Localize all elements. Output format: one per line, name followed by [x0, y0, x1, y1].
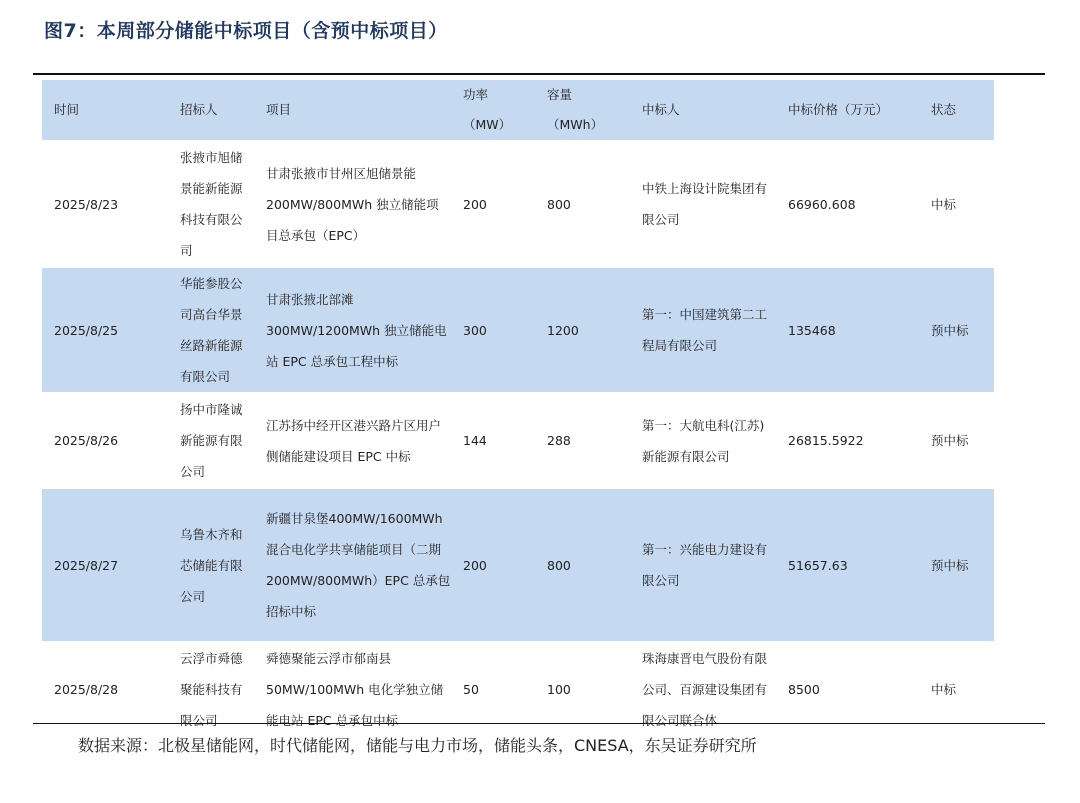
cell-status: 预中标: [931, 557, 969, 573]
cell-bidder: 云浮市舜德聚能科技有限公司: [180, 651, 243, 728]
cell-capacity: 800: [547, 196, 571, 212]
cell-price: 26815.5922: [788, 433, 864, 448]
table-bottom-rule: [33, 723, 1045, 724]
cell-time: 2025/8/25: [54, 322, 119, 338]
cell-power: 50: [463, 682, 479, 697]
cell-power: 144: [463, 433, 487, 448]
table-header-row: [42, 80, 994, 140]
cell-status: 预中标: [931, 322, 969, 338]
header-project: 项目: [266, 102, 292, 117]
cell-capacity: 288: [547, 433, 571, 448]
cell-winner: 第一：兴能电力建设有限公司: [642, 542, 768, 588]
cell-capacity: 1200: [547, 322, 579, 338]
cell-capacity: 800: [547, 557, 571, 573]
header-power-line1: 功率: [463, 87, 489, 102]
cell-bidder: 张掖市旭储景能新能源科技有限公司: [180, 150, 243, 258]
bid-table: [42, 78, 994, 738]
table-row: [42, 394, 994, 487]
header-winner: 中标人: [642, 102, 680, 117]
data-source-note: 数据来源：北极星储能网，时代储能网，储能与电力市场，储能头条，CNESA，东吴证券研究所: [78, 736, 757, 755]
cell-price: 66960.608: [788, 196, 856, 212]
header-bidder: 招标人: [180, 102, 218, 117]
cell-bidder: 华能参股公司高台华景丝路新能源有限公司: [180, 276, 243, 384]
table-row: [42, 142, 994, 266]
cell-bidder: 乌鲁木齐和芯储能有限公司: [180, 526, 243, 604]
cell-power: 200: [463, 196, 487, 212]
header-capacity-line1: 容量: [547, 87, 573, 102]
header-time: 时间: [54, 102, 80, 117]
header-capacity: [535, 80, 630, 140]
header-status: 状态: [931, 102, 957, 117]
cell-price: 51657.63: [788, 557, 848, 573]
cell-time: 2025/8/26: [54, 433, 119, 448]
cell-power: 200: [463, 557, 487, 573]
cell-price: 8500: [788, 682, 820, 697]
cell-project: 江苏扬中经开区港兴路片区用户侧储能建设项目 EPC 中标: [266, 417, 442, 464]
cell-project: 甘肃张掖市甘州区旭储景能200MW/800MWh 独立储能项目总承包（EPC）: [266, 165, 439, 243]
table-row: [42, 268, 994, 392]
cell-winner: 珠海康晋电气股份有限公司、百源建设集团有限公司联合体: [642, 651, 768, 728]
cell-time: 2025/8/28: [54, 682, 119, 697]
figure-title: 图7：本周部分储能中标项目（含预中标项目）: [44, 20, 448, 42]
cell-time: 2025/8/23: [54, 196, 119, 212]
table-top-rule: [33, 73, 1045, 75]
cell-status: 中标: [931, 196, 957, 212]
cell-capacity: 100: [547, 682, 571, 697]
header-power-line2: （MW）: [463, 117, 512, 132]
cell-status: 预中标: [931, 433, 969, 448]
cell-power: 300: [463, 322, 487, 338]
cell-time: 2025/8/27: [54, 557, 119, 573]
cell-winner: 第一：中国建筑第二工程局有限公司: [642, 307, 768, 353]
cell-price: 135468: [788, 322, 836, 338]
cell-bidder: 扬中市隆诚新能源有限公司: [180, 402, 243, 479]
cell-winner: 中铁上海设计院集团有限公司: [642, 181, 768, 227]
cell-project: 舜德聚能云浮市郁南县50MW/100MWh 电化学独立储能电站 EPC 总承包中标: [266, 651, 444, 728]
table-row: [42, 489, 994, 641]
header-power: [451, 80, 535, 140]
header-capacity-line2: （MWh）: [547, 117, 604, 132]
cell-project: 甘肃张掖北部滩300MW/1200MWh 独立储能电站 EPC 总承包工程中标: [266, 291, 447, 369]
cell-status: 中标: [931, 682, 957, 697]
cell-project: 新疆甘泉堡400MW/1600MWh 混合电化学共享储能项目（二期200MW/800MWh）EPC 总承包招标中标: [266, 511, 451, 619]
header-price: 中标价格（万元）: [788, 102, 889, 117]
cell-winner: 第一：大航电科(江苏)新能源有限公司: [642, 417, 765, 464]
